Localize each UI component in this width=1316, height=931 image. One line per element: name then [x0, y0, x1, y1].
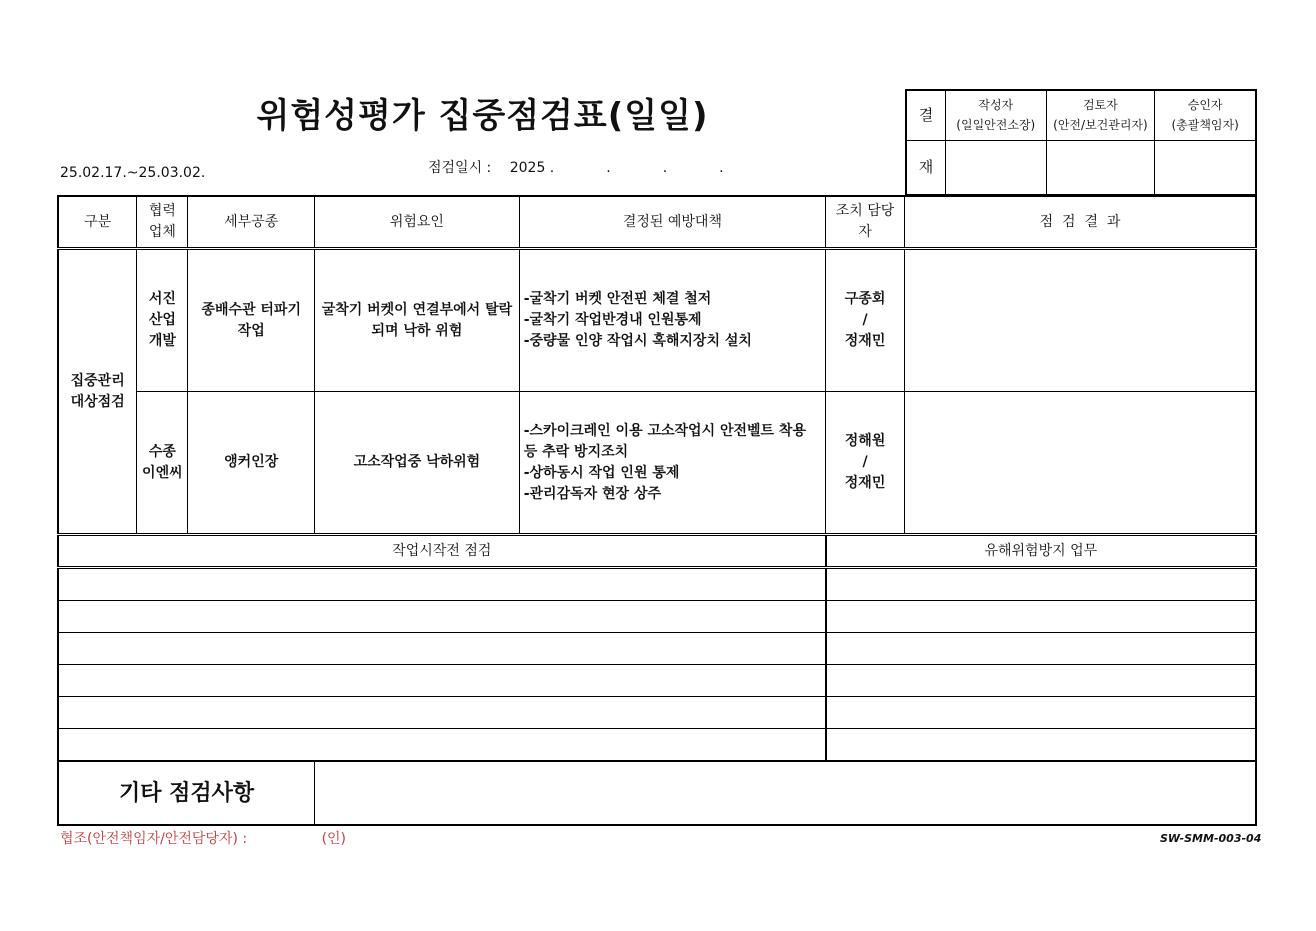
- table-header-row: [58, 196, 1256, 249]
- inspection-date-label: 점검일시 :: [428, 160, 492, 176]
- inspection-date: [428, 157, 724, 177]
- reviewer-header: [1046, 90, 1155, 140]
- period-range: 25.02.17.~25.03.02.: [60, 165, 206, 181]
- header-result: 점 검 결 과: [905, 196, 1257, 249]
- measure-line: -굴착기 버켓 안전핀 체결 철저: [523, 291, 712, 307]
- approval-box: [905, 89, 1257, 196]
- pre-work-field[interactable]: [58, 633, 826, 665]
- hazard-field[interactable]: [826, 601, 1256, 633]
- inspection-year: 2025 .: [509, 160, 555, 176]
- document-title: 위험성평가 집중점검표(일일): [256, 96, 709, 136]
- table-row: [58, 249, 1256, 392]
- document-code: SW-SMM-003-04: [1160, 832, 1262, 845]
- blank-row: [58, 729, 1256, 762]
- company-cell: 서진 산업 개발: [137, 249, 188, 392]
- section-hazard-prevention: 유해위험방지 업무: [826, 535, 1256, 568]
- header-category: 구분: [58, 196, 137, 249]
- inspection-day-dot: .: [662, 160, 668, 176]
- measure-line: -스카이크레인 이용 고소작업시 안전벨트 착용: [523, 422, 806, 439]
- header-manager: 조치 담당 자: [826, 196, 905, 249]
- approver-role: 승인자: [1187, 98, 1223, 113]
- measure-line: 등 추락 방지조치: [523, 443, 629, 460]
- blank-row: [58, 601, 1256, 633]
- blank-row: [58, 568, 1256, 601]
- approver-sub: (총괄책임자): [1171, 118, 1239, 133]
- etc-label: 기타 점검사항: [58, 761, 315, 825]
- writer-role: 작성자: [978, 98, 1014, 113]
- table-row: [58, 392, 1256, 535]
- approver-header: [1155, 90, 1256, 140]
- etc-row: [58, 761, 1256, 825]
- work-cell: 앵커인장: [188, 392, 315, 535]
- pre-work-field[interactable]: [58, 568, 826, 601]
- section-header-row: [58, 535, 1256, 568]
- pre-work-field[interactable]: [58, 665, 826, 697]
- inspection-month-dot: .: [606, 160, 611, 176]
- hazard-field[interactable]: [826, 568, 1256, 601]
- hazard-field[interactable]: [826, 729, 1256, 762]
- blank-row: [58, 665, 1256, 697]
- risk-cell: 굴착기 버켓이 연결부에서 탈락 되며 낙하 위험: [315, 249, 520, 392]
- pre-work-field[interactable]: [58, 601, 826, 633]
- reviewer-role: 검토자: [1083, 98, 1118, 113]
- measure-line: -상하동시 작업 인원 통제: [523, 464, 680, 481]
- measures-cell: [519, 249, 825, 392]
- etc-field[interactable]: [315, 761, 1256, 825]
- reviewer-sign-field[interactable]: [1046, 140, 1155, 195]
- seal-mark: (인): [321, 831, 347, 847]
- inspection-time-dot: .: [719, 160, 724, 176]
- pre-work-field[interactable]: [58, 729, 826, 762]
- hazard-field[interactable]: [826, 665, 1256, 697]
- company-cell: 수종 이엔씨: [137, 392, 188, 535]
- manager-cell: 구종회 / 정재민: [826, 249, 905, 392]
- hazard-field[interactable]: [826, 697, 1256, 729]
- header-risk: 위험요인: [315, 196, 520, 249]
- writer-sign-field[interactable]: [945, 140, 1046, 195]
- inspection-table: [57, 195, 1257, 826]
- risk-cell: 고소작업중 낙하위험: [315, 392, 520, 535]
- measures-cell: [519, 392, 825, 535]
- blank-row: [58, 633, 1256, 665]
- approval-label-bottom: 재: [906, 140, 945, 195]
- header-work: 세부공종: [188, 196, 315, 249]
- pre-work-field[interactable]: [58, 697, 826, 729]
- blank-row: [58, 697, 1256, 729]
- approval-label-top: 결: [906, 90, 945, 140]
- header-company: 협력 업체: [137, 196, 188, 249]
- coop-signature: [60, 828, 346, 848]
- work-cell: 종배수관 터파기 작업: [188, 249, 315, 392]
- header-measures: 결정된 예방대책: [519, 196, 825, 249]
- group-cell: 집중관리 대상점검: [58, 249, 137, 535]
- writer-header: [945, 90, 1046, 140]
- manager-cell: 정해원 / 정재민: [826, 392, 905, 535]
- result-field[interactable]: [905, 392, 1257, 535]
- measure-line: -관리감독자 현장 상주: [523, 485, 661, 502]
- result-field[interactable]: [905, 249, 1257, 392]
- section-pre-work-check: 작업시작전 점검: [58, 535, 826, 568]
- approver-sign-field[interactable]: [1155, 140, 1256, 195]
- hazard-field[interactable]: [826, 633, 1256, 665]
- measure-line: -중량물 인양 작업시 혹해지장치 설치: [523, 333, 752, 349]
- writer-sub: (일일안전소장): [956, 118, 1036, 133]
- reviewer-sub: (안전/보건관리자): [1053, 118, 1148, 133]
- measure-line: -굴착기 작업반경내 인원통제: [523, 312, 702, 328]
- coop-label: 협조(안전책임자/안전담당자) :: [60, 831, 248, 847]
